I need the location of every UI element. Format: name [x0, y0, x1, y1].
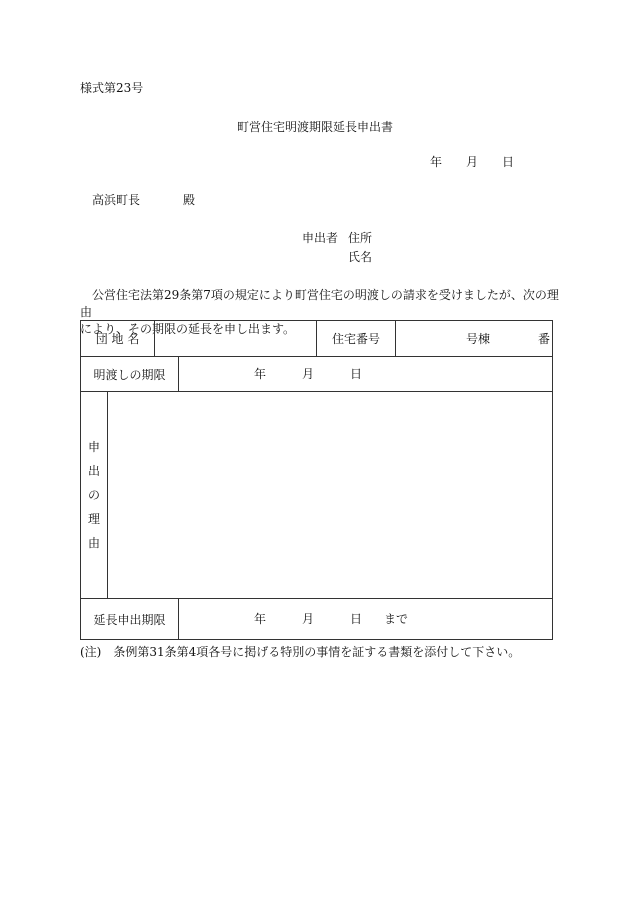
addressee-honorific: 殿 — [183, 193, 196, 207]
reason-field[interactable] — [108, 392, 553, 599]
deadline-year: 年 — [254, 367, 267, 381]
footnote: (注) 条例第31条第4項各号に掲げる特別の事情を証する書類を添付して下さい。 — [80, 645, 521, 659]
extension-year: 年 — [254, 612, 267, 626]
submission-date-day: 日 — [502, 155, 515, 169]
housing-number-label: 住宅番号 — [317, 321, 396, 357]
body-line-1: 公営住宅法第29条第7項の規定により町営住宅の明渡しの請求を受けましたが、次の理由 — [80, 288, 559, 319]
reason-label — [81, 392, 108, 599]
deadline-field[interactable] — [179, 357, 553, 392]
application-table — [80, 320, 553, 640]
applicant-label: 申出者 — [302, 231, 339, 245]
deadline-label: 明渡しの期限 — [81, 357, 179, 392]
deadline-row — [81, 357, 553, 392]
estate-row — [81, 321, 553, 357]
extension-month: 月 — [302, 612, 315, 626]
extension-until: まで — [384, 612, 409, 626]
reason-label-char: 由 — [87, 536, 100, 550]
reason-label-char: 申 — [87, 440, 100, 454]
deadline-month: 月 — [302, 367, 315, 381]
extension-day: 日 — [350, 612, 363, 626]
document-title: 町営住宅明渡期限延長申出書 — [236, 120, 393, 134]
extension-row — [81, 599, 553, 640]
reason-row — [81, 392, 553, 599]
housing-number-go: 号棟 — [466, 332, 491, 346]
form-number: 様式第23号 — [80, 81, 144, 95]
body-line-2: により、その期限の延長を申し出ます。 — [80, 322, 296, 336]
estate-name-field[interactable] — [155, 321, 317, 357]
reason-label-char: 出 — [87, 464, 100, 478]
housing-number-field[interactable] — [396, 321, 553, 357]
submission-date-year: 年 — [430, 155, 443, 169]
extension-label: 延長申出期限 — [81, 599, 179, 640]
addressee: 高浜町長 — [92, 193, 141, 207]
submission-date-month: 月 — [466, 155, 479, 169]
extension-field[interactable] — [179, 599, 553, 640]
deadline-day: 日 — [350, 367, 363, 381]
housing-number-ban: 番 — [538, 332, 551, 346]
reason-label-char: 理 — [87, 512, 100, 526]
applicant-name-label: 氏名 — [348, 250, 373, 264]
estate-name-label: 団 地 名 — [81, 321, 155, 357]
applicant-address-label: 住所 — [348, 231, 373, 245]
reason-label-char: の — [87, 488, 100, 502]
